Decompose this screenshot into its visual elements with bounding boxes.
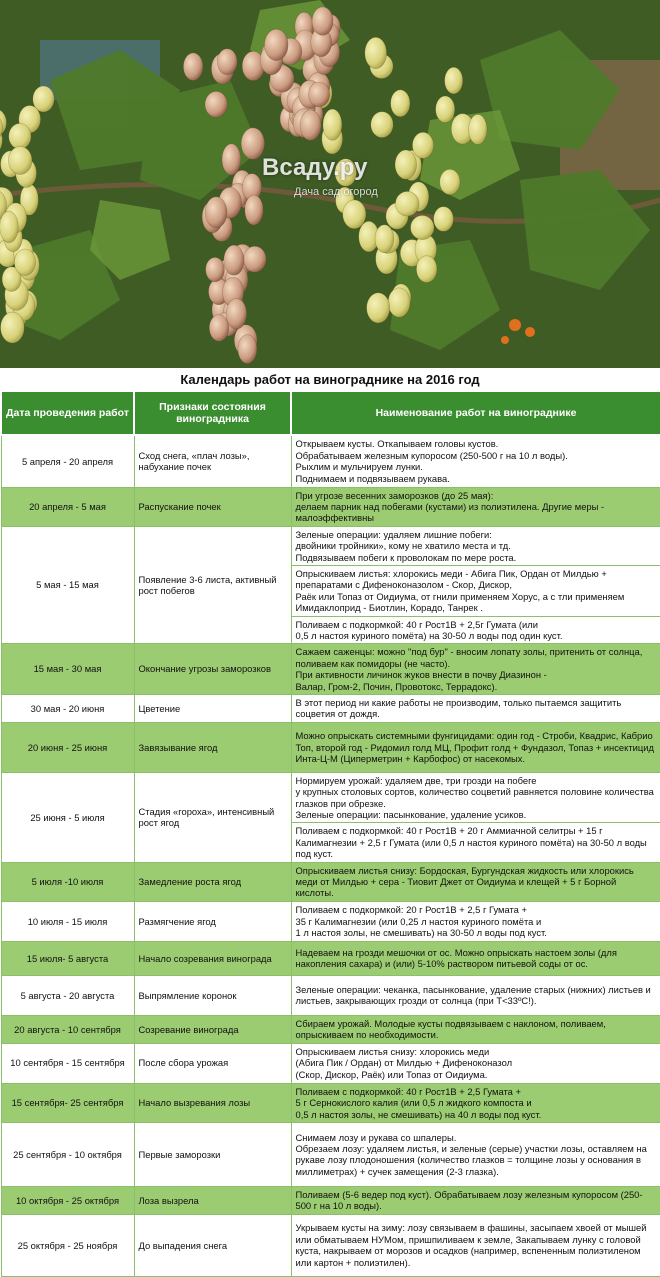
row-works: Снимаем лозу и рукава со шпалеры. Обрезаем лозу: удаляем листья, и зеленые (серые) участки лозы, оставляем на рукаве лозу плодоношения (количество глазков = толщине лозы у основания в миллиметрах) + сучек замещения (2-3 глазка). [291, 1122, 660, 1186]
row-date: 25 июня - 5 июля [1, 772, 134, 862]
row-works: Опрыскиваем листья снизу: хлорокись меди (Абига Пик / Ордан) от Милдью + Дифеноконазол (Скор, Дискор, Раёк) или Топаз от Оидиума. [291, 1043, 660, 1083]
grape-berry [323, 109, 342, 140]
grape-berry [365, 37, 387, 68]
row-works: Опрыскиваем листья снизу: Бордоская, Бургундская жидкость или хлорокись меди от Милдью + сера - Тиовит Джет от Оидиума и клещей + 5 г Борной кислоты. [291, 862, 660, 901]
row-works: Укрываем кусты на зиму: лозу связываем в фашины, засыпаем хвоей от мышей или обматываем НУМом, пришпиливаем к земле, Закапываем лунку с головой куста, накрываем от морозов и осадков (например, вспененным полиэтиленом или картон + полиэтилен). [291, 1214, 660, 1276]
grape-berry [312, 7, 333, 35]
grape-berry [14, 249, 35, 276]
table-row [1, 644, 660, 695]
row-signs: Начало вызревания лозы [134, 1083, 291, 1122]
row-works: Поливаем с подкормкой: 20 г Рост1В + 2,5 г Гумата + 35 г Калимагнезии (или 0,25 л настоя куриного помёта и 1 л настоя золы, не смешивать) на 30-50 л воды под куст. [291, 901, 660, 941]
row-signs: Выпрямление коронок [134, 975, 291, 1015]
grape-berry [375, 225, 394, 253]
grape-berry [224, 245, 244, 275]
table-row [1, 1083, 660, 1122]
grape-berry [205, 91, 227, 117]
grape-berry [445, 67, 463, 94]
row-date: 15 сентября- 25 сентября [1, 1083, 134, 1122]
work-item: Поливаем с подкормкой: 40 г Рост1В + 20 г Аммиачной селитры + 15 г Калимагнезии + 2,5 г Гумата (или 0,5 л настоя куриного помёта) на 30-50 л воды под куст. [292, 823, 660, 861]
table-row [1, 487, 660, 526]
grape-berry [1, 312, 25, 343]
vineyard-calendar-table [0, 390, 660, 1277]
table-row [1, 901, 660, 941]
row-date: 20 августа - 10 сентября [1, 1015, 134, 1043]
row-works: Можно опрыскать системными фунгицидами: один год - Строби, Квадрис, Кабрио Топ, второй год - Ридомил голд МЦ, Профит голд + Фундазол, Топаз + инсектицид Инта-Ц-М (Циперметрин + Карбофос) от насекомых. [291, 722, 660, 772]
row-signs: Замедление роста ягод [134, 862, 291, 901]
table-row [1, 1214, 660, 1276]
row-date: 25 октября - 25 ноября [1, 1214, 134, 1276]
grape-berry [391, 90, 410, 117]
grape-berry [238, 335, 257, 364]
table-row [1, 975, 660, 1015]
grape-berry [440, 169, 460, 194]
row-works: Поливаем с подкормкой: 40 г Рост1В + 2,5 Гумата + 5 г Сернокислого калия (или 0,5 л жидкого компоста и 0,5 л настоя золы, не смешивать) на 40 л воды под куст. [291, 1083, 660, 1122]
page-title: Календарь работ на винограднике на 2016 год [0, 370, 660, 390]
row-signs: Начало созревания винограда [134, 941, 291, 975]
row-works: Сажаем саженцы: можно "под бур" - вносим лопату золы, притенить от солнца, поливаем как помидоры (не часто). При активности личинок жуков внести в почву Диазинон - Валар, Гром-2, Почин, Провотокс, Террадокс). [291, 644, 660, 695]
grape-berry [436, 96, 455, 123]
work-item: Зеленые операции: удаляем лишние побеги: двойники тройники», кому не хватило места и тд. Подвязываем побеги к проволокам по мере роста. [292, 527, 660, 566]
row-signs: Стадия «гороха», интенсивный рост ягод [134, 772, 291, 862]
table-row [1, 526, 660, 644]
row-date: 20 июня - 25 июня [1, 722, 134, 772]
row-date: 15 мая - 30 мая [1, 644, 134, 695]
row-signs: Окончание угрозы заморозков [134, 644, 291, 695]
row-signs: Сход снега, «плач лозы», набухание почек [134, 435, 291, 487]
grape-berry [395, 150, 417, 179]
grape-berry [8, 146, 32, 174]
row-works: Сбираем урожай. Молодые кусты подвязываем с наклоном, поливаем, опрыскиваем по необходимости. [291, 1015, 660, 1043]
grape-berry [183, 53, 203, 81]
grape-berry [209, 315, 229, 342]
work-item: Поливаем с подкормкой: 40 г Рост1В + 2,5г Гумата (или 0,5 л настоя куриного помёта) на 30-50 л воды под один куст. [292, 617, 660, 644]
header-signs: Признаки состояния виноградника [134, 391, 291, 435]
row-date: 20 апреля - 5 мая [1, 487, 134, 526]
grape-berry [245, 195, 263, 225]
row-signs: Созревание винограда [134, 1015, 291, 1043]
grape-berry [309, 82, 330, 107]
grape-berry [412, 132, 433, 158]
row-signs: До выпадения снега [134, 1214, 291, 1276]
table-row [1, 941, 660, 975]
row-date: 10 октября - 25 октября [1, 1186, 134, 1214]
grape-berry [434, 207, 454, 232]
row-signs: Появление 3-6 листа, активный рост побегов [134, 526, 291, 644]
table-row [1, 862, 660, 901]
watermark-brand: Всаду.ру [262, 154, 367, 182]
row-signs: Цветение [134, 695, 291, 723]
table-row [1, 772, 660, 862]
grape-photo [0, 0, 660, 368]
grape-berry [0, 211, 18, 243]
grape-berry [411, 215, 435, 239]
row-works: Зеленые операции: чеканка, пасынкование, удаление старых (нижних) листьев и листьев, закрывающих грозди от солнца (при Т<33ºС!). [291, 975, 660, 1015]
table-row [1, 1043, 660, 1083]
grape-berry [217, 49, 237, 75]
grape-berry [222, 144, 241, 175]
table-row [1, 1122, 660, 1186]
grape-berry [343, 200, 366, 229]
grape-berry [33, 86, 54, 112]
grape-berry [226, 299, 247, 329]
grape-berry [300, 110, 321, 140]
table-row [1, 435, 660, 487]
table-row [1, 722, 660, 772]
grape-berry [206, 257, 225, 281]
row-signs: Лоза вызрела [134, 1186, 291, 1214]
grape-berry [395, 191, 419, 216]
row-date: 30 мая - 20 июня [1, 695, 134, 723]
row-date: 15 июля- 5 августа [1, 941, 134, 975]
row-works [291, 526, 660, 644]
grape-berry [416, 256, 437, 283]
table-header-row [1, 391, 660, 435]
work-item: Опрыскиваем листья: хлорокись меди - Абига Пик, Ордан от Милдью + препаратами с Дифеноконазолом - Скор, Дискор, Раёк или Топаз от Оидиума, от гнили применяем Хорус, а с тли применяем Имидаклоприд - Биотлин, Корадо, Танрек . [292, 566, 660, 617]
grape-illustration [0, 0, 660, 368]
row-signs: Завязывание ягод [134, 722, 291, 772]
row-date: 5 мая - 15 мая [1, 526, 134, 644]
grape-berry [371, 112, 393, 138]
header-works: Наименование работ на винограднике [291, 391, 660, 435]
row-date: 5 июля -10 июля [1, 862, 134, 901]
table-row [1, 1015, 660, 1043]
row-date: 10 июля - 15 июля [1, 901, 134, 941]
row-signs: Размягчение ягод [134, 901, 291, 941]
work-item: Нормируем урожай: удаляем две, три грозди на побеге у крупных столовых сортов, количество соцветий равняется половине количества глазков при обрезке. Зеленые операции: пасынкование, удаление усиков. [292, 773, 660, 824]
grape-berry [205, 197, 227, 228]
row-works: При угрозе весенних заморозков (до 25 мая): делаем парник над побегами (кустами) из полиэтилена. Другие меры - малоэффективны [291, 487, 660, 526]
row-works: Открываем кусты. Откапываем головы кустов. Обрабатываем железным купоросом (250-500 г на 10 л воды). Рыхлим и мульчируем лунки. Поднимаем и подвязываем рукава. [291, 435, 660, 487]
grape-berry [265, 29, 289, 60]
row-signs: Первые заморозки [134, 1122, 291, 1186]
row-date: 5 августа - 20 августа [1, 975, 134, 1015]
watermark-tagline: Дача сад огород [294, 186, 378, 198]
row-date: 25 сентября - 10 октября [1, 1122, 134, 1186]
row-works: Надеваем на грозди мешочки от ос. Можно опрыскать настоем золы (для накопления сахара) и (или) 5-10% раствором питьевой соды от ос. [291, 941, 660, 975]
row-date: 10 сентября - 15 сентября [1, 1043, 134, 1083]
row-works [291, 772, 660, 862]
grape-berry [367, 293, 390, 323]
grape-berry [469, 114, 487, 144]
table-row [1, 695, 660, 723]
row-works: В этот период ни какие работы не производим, только пытаемся защитить соцветия от дождя. [291, 695, 660, 723]
row-signs: После сбора урожая [134, 1043, 291, 1083]
grape-berry [388, 288, 410, 317]
row-signs: Распускание почек [134, 487, 291, 526]
header-date: Дата проведения работ [1, 391, 134, 435]
row-date: 5 апреля - 20 апреля [1, 435, 134, 487]
row-works: Поливаем (5-6 ведер под куст). Обрабатываем лозу железным купоросом (250-500 г на 10 л воды). [291, 1186, 660, 1214]
table-row [1, 1186, 660, 1214]
grape-berry [9, 123, 31, 149]
